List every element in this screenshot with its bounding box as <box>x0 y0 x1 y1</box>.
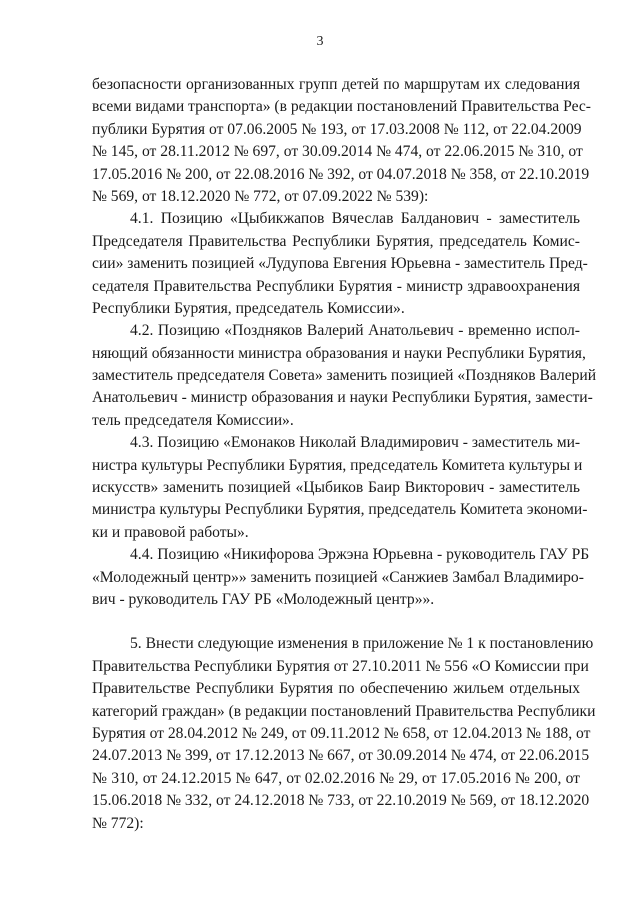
paragraph-spacer <box>92 611 580 633</box>
paragraph-item-5 <box>92 633 596 835</box>
text-line: публики Бурятия от 07.06.2005 № 193, от 17.03.2008 № 112, от 22.04.2009 <box>92 120 582 138</box>
paragraph-item-4-4 <box>92 544 590 611</box>
text-line: 4.4. Позицию «Никифорова Эржэна Юрьевна - руководитель ГАУ РБ <box>130 546 590 564</box>
text-line: ки и правовой работы». <box>92 523 249 541</box>
text-line: категорий граждан» (в редакции постановлений Правительства Республики <box>92 702 596 720</box>
text-line: заместитель председателя Совета» заменить позицией «Поздняков Валерий <box>92 367 597 385</box>
paragraph-intro <box>92 74 592 208</box>
text-line: вич - руководитель ГАУ РБ «Молодежный центр»». <box>92 590 435 608</box>
paragraph-item-4-3 <box>92 432 588 544</box>
page-number: 3 <box>316 34 324 49</box>
text-line: Правительства Республики Бурятия от 27.10.2011 № 556 «О Комиссии при <box>92 657 589 675</box>
text-line: № 145, от 28.11.2012 № 697, от 30.09.2014 № 474, от 22.06.2015 № 310, от <box>92 143 583 161</box>
text-line: № 772): <box>92 814 144 832</box>
paragraph-item-4-1 <box>92 208 588 320</box>
text-line: 15.06.2018 № 332, от 24.12.2018 № 733, от 22.10.2019 № 569, от 18.12.2020 <box>92 792 590 810</box>
text-line: тель председателя Комиссии». <box>92 411 294 429</box>
text-line: 4.1. Позицию «Цыбикжапов Вячеслав Балданович - заместитель <box>130 210 580 228</box>
text-line: всеми видами транспорта» (в редакции постановлений Правительства Рес- <box>92 98 592 116</box>
text-line: Республики Бурятия, председатель Комиссии». <box>92 299 405 317</box>
text-line: 4.3. Позицию «Емонаков Николай Владимирович - заместитель ми- <box>130 434 581 452</box>
text-line: № 310, от 24.12.2015 № 647, от 02.02.2016 № 29, от 17.05.2016 № 200, от <box>92 769 580 787</box>
text-line: няющий обязанности министра образования и науки Республики Бурятия, <box>92 344 586 362</box>
paragraph-item-4-2 <box>92 320 597 432</box>
text-line: искусств» заменить позицией «Цыбиков Баир Викторович - заместитель <box>92 479 580 497</box>
text-line: седателя Правительства Республики Бурятия - министр здравоохранения <box>92 277 580 295</box>
text-line: сии» заменить позицией «Лудупова Евгения Юрьевна - заместитель Пред- <box>92 255 588 273</box>
text-line: № 569, от 18.12.2020 № 772, от 07.09.2022 № 539): <box>92 187 429 205</box>
text-line: 24.07.2013 № 399, от 17.12.2013 № 667, от 30.09.2014 № 474, от 22.06.2015 <box>92 747 590 765</box>
text-line: Председателя Правительства Республики Бурятия, председатель Комис- <box>92 232 580 250</box>
text-line: безопасности организованных групп детей по маршрутам их следования <box>92 76 580 93</box>
text-line: 17.05.2016 № 200, от 22.08.2016 № 392, от 04.07.2018 № 358, от 22.10.2019 <box>92 165 590 183</box>
text-line: Бурятия от 28.04.2012 № 249, от 09.11.2012 № 658, от 12.04.2013 № 188, от <box>92 724 591 742</box>
text-line: министра культуры Республики Бурятия, председатель Комитета экономи- <box>92 501 588 519</box>
text-line: 5. Внести следующие изменения в приложение № 1 к постановлению <box>130 635 594 653</box>
text-line: Правительстве Республики Бурятия по обеспечению жильем отдельных <box>92 680 580 698</box>
document-body <box>92 74 597 835</box>
text-line: Анатольевич - министр образования и науки Республики Бурятия, замести- <box>92 389 593 407</box>
text-line: 4.2. Позицию «Поздняков Валерий Анатольевич - временно испол- <box>130 322 580 340</box>
text-line: нистра культуры Республики Бурятия, председатель Комитета культуры и <box>92 456 583 474</box>
text-line: «Молодежный центр»» заменить позицией «Санжиев Замбал Владимиро- <box>92 568 584 586</box>
